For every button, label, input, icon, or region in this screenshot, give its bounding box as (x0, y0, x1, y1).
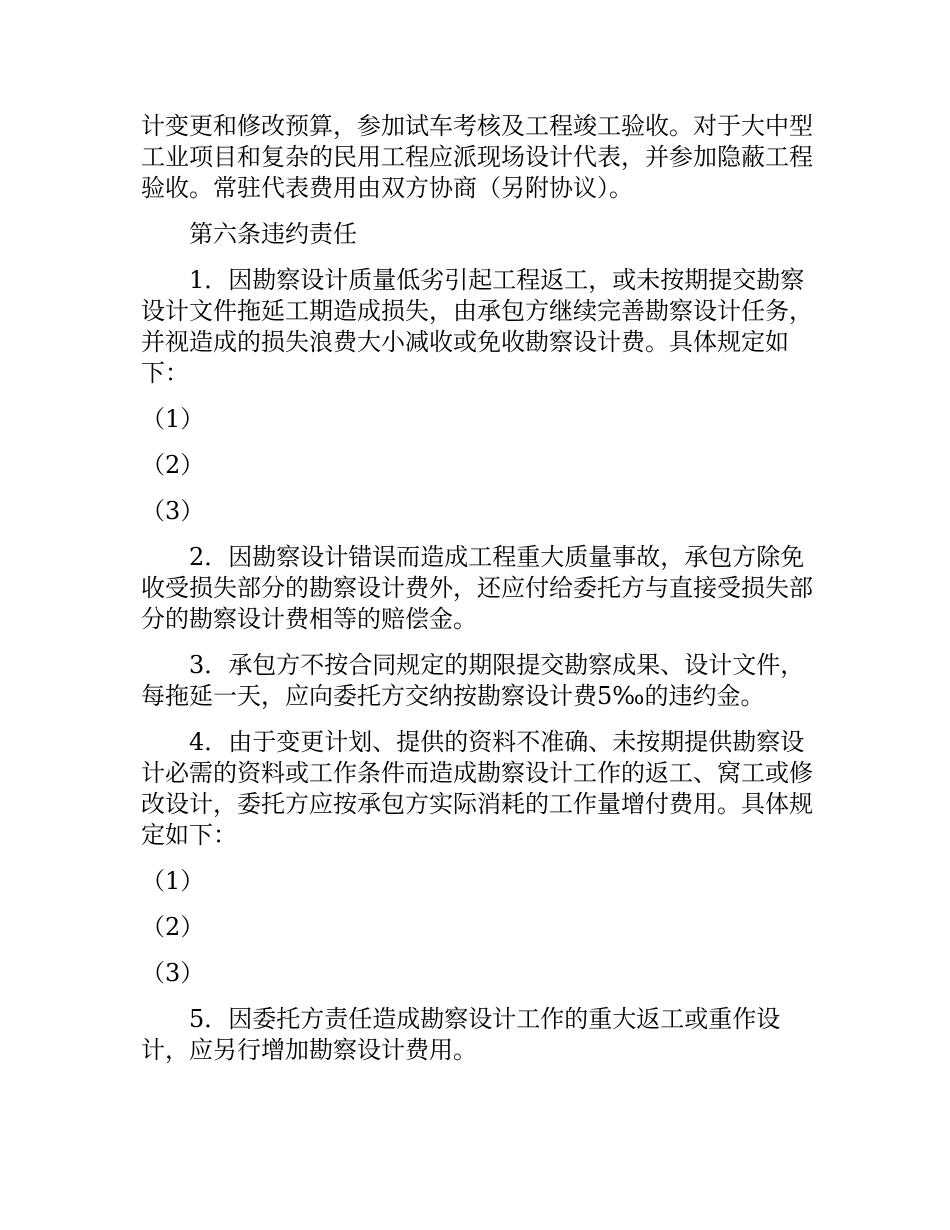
clause-2: 2．因勘察设计错误而造成工程重大质量事故，承包方除免收受损失部分的勘察设计费外，还应付给委托方与直接受损失部分的勘察设计费相等的赔偿金。 (141, 543, 813, 633)
clause-4-item-3: （3） (141, 959, 205, 987)
clause-1-item-3: （3） (141, 497, 205, 525)
clause-5: 5．因委托方责任造成勘察设计工作的重大返工或重作设计，应另行增加勘察设计费用。 (141, 1005, 781, 1064)
clause-1: 1．因勘察设计质量低劣引起工程返工，或未按期提交勘察设计文件拖延工期造成损失，由承包方继续完善勘察设计任务，并视造成的损失浪费大小减收或免收勘察设计费。具体规定如下： (141, 266, 813, 387)
clause-1-item-2: （2） (141, 451, 205, 479)
clause-4: 4．由于变更计划、提供的资料不准确、未按期提供勘察设计必需的资料或工作条件而造成勘察设计工作的返工、窝工或修改设计，委托方应按承包方实际消耗的工作量增付费用。具体规定如下： (141, 728, 813, 849)
section-heading: 第六条违约责任 (189, 220, 357, 248)
clause-4-item-2: （2） (141, 913, 205, 941)
paragraph-continuation: 计变更和修改预算，参加试车考核及工程竣工验收。对于大中型工业项目和复杂的民用工程应派现场设计代表，并参加隐蔽工程验收。常驻代表费用由双方协商（另附协议）。 (141, 112, 813, 202)
clause-3: 3．承包方不按合同规定的期限提交勘察成果、设计文件，每拖延一天，应向委托方交纳按勘察设计费5‰的违约金。 (141, 651, 805, 710)
document-body (141, 111, 813, 1081)
clause-1-item-1: （1） (141, 405, 205, 433)
clause-4-item-1: （1） (141, 867, 205, 895)
